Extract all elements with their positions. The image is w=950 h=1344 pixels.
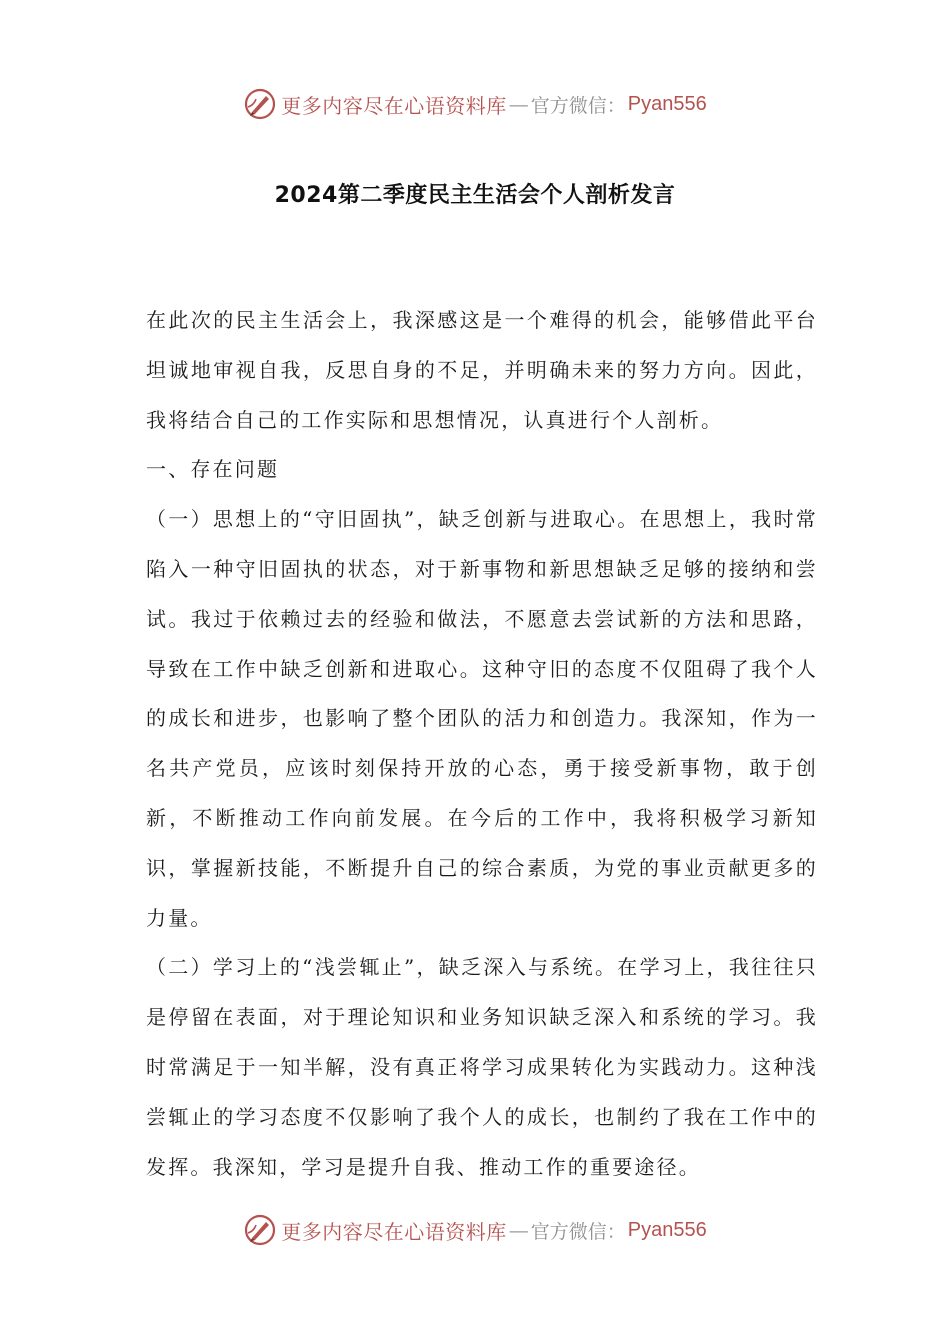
wechat-id: Pyan556 bbox=[627, 1218, 707, 1241]
banner-dash: — bbox=[508, 1218, 529, 1242]
footer-banner bbox=[0, 1210, 950, 1250]
document-body bbox=[146, 296, 818, 1192]
wechat-id: Pyan556 bbox=[627, 92, 707, 115]
paragraph-intro: 在此次的民主生活会上，我深感这是一个难得的机会，能够借此平台坦诚地审视自我，反思自身的不足，并明确未来的努力方向。因此，我将结合自己的工作实际和思想情况，认真进行个人剖析。 bbox=[146, 308, 818, 432]
banner-dash: — bbox=[508, 92, 529, 116]
wechat-label: 官方微信： bbox=[530, 94, 626, 117]
pen-logo-icon bbox=[243, 87, 277, 121]
paragraph-issue-2: （二）学习上的“浅尝辄止”，缺乏深入与系统。在学习上，我往往只是停留在表面，对于理论知识和业务知识缺乏深入和系统的学习。我时常满足于一知半解，没有真正将学习成果转化为实践动力。这种浅尝辄止的学习态度不仅影响了我个人的成长，也制约了我在工作中的发挥。我深知，学习是提升自我、推动工作的重要途径。 bbox=[146, 955, 818, 1179]
section-heading: 一、存在问题 bbox=[146, 457, 280, 482]
paragraph-issue-1: （一）思想上的“守旧固执”，缺乏创新与进取心。在思想上，我时常陷入一种守旧固执的状态，对于新事物和新思想缺乏足够的接纳和尝试。我过于依赖过去的经验和做法，不愿意去尝试新的方法和思路，导致在工作中缺乏创新和进取心。这种守旧的态度不仅阻碍了我个人的成长和进步，也影响了整个团队的活力和创造力。我深知，作为一名共产党员，应该时刻保持开放的心态，勇于接受新事物，敢于创新，不断推动工作向前发展。在今后的工作中，我将积极学习新知识，掌握新技能，不断提升自己的综合素质，为党的事业贡献更多的力量。 bbox=[146, 507, 818, 930]
wechat-label: 官方微信： bbox=[530, 1220, 626, 1243]
pen-logo-icon bbox=[243, 1213, 277, 1247]
site-name: 更多内容尽在心语资料库 bbox=[281, 1219, 507, 1244]
header-banner bbox=[0, 84, 950, 124]
site-name: 更多内容尽在心语资料库 bbox=[281, 93, 507, 118]
document-title: 2024第二季度民主生活会个人剖析发言 bbox=[274, 183, 676, 208]
